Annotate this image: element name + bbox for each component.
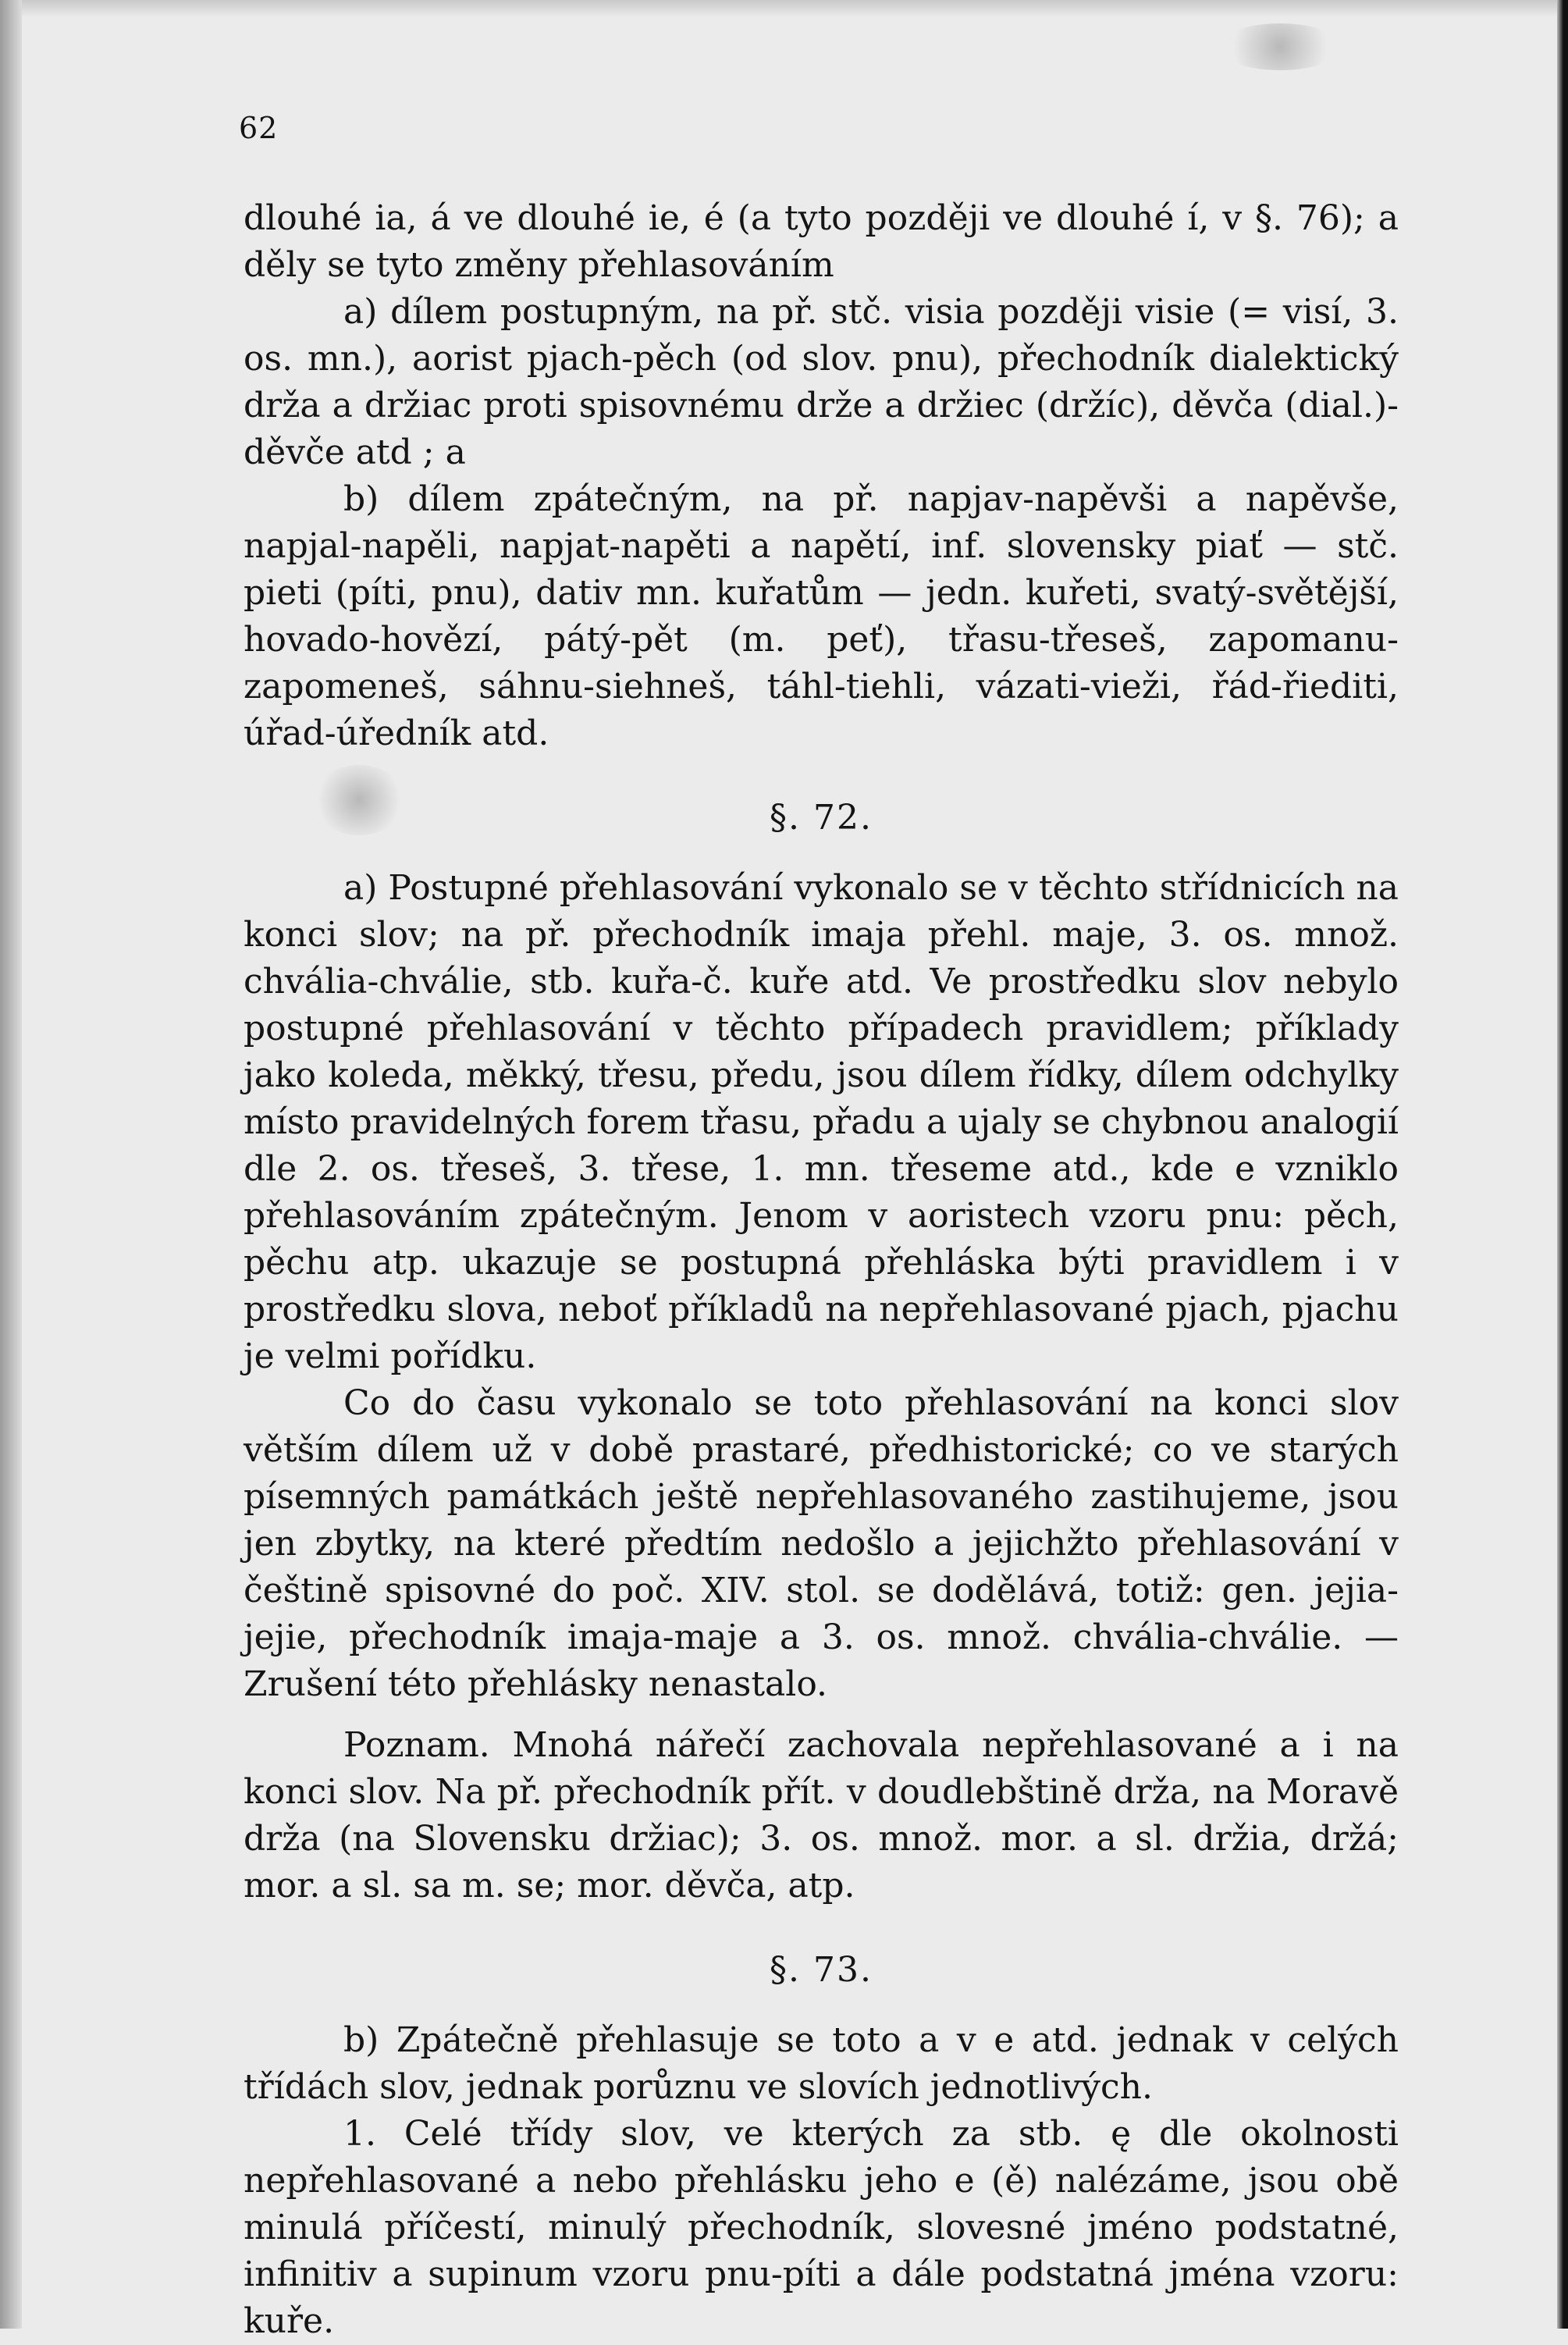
scan-border-left bbox=[0, 0, 22, 2329]
paragraph-zpatecne: b) Zpátečně přehlasuje se toto a v e atd. jednak v celých třídách slov, jednak porůznu ve slovích jednotlivých. bbox=[244, 2020, 1399, 2107]
paragraph-continuation: dlouhé ia, á ve dlouhé ie, é (a tyto později ve dlouhé í, v §. 76); a děly se tyto změny přehlasováním bbox=[244, 198, 1399, 285]
paragraph-point-a: a) dílem postupným, na př. stč. visia později visie (= visí, 3. os. mn.), aorist pjach-pěch (od slov. pnu), přechodník dialektický drža a držiac proti spisovnému drže a držiec (držíc), děvča (dial.)-děvče atd ; a bbox=[244, 292, 1399, 472]
scan-smudge bbox=[1218, 23, 1342, 70]
text-column bbox=[244, 195, 1399, 2345]
section-heading-73: §. 73. bbox=[770, 1950, 873, 1990]
paragraph-postupne: a) Postupné přehlasování vykonalo se v těchto střídnicích na konci slov; na př. přechodník imaja přehl. maje, 3. os. množ. chvália-chválie, stb. kuřa-č. kuře atd. Ve prostředku slov nebylo postupné přehlasování v těchto případech pravidlem; příklady jako koleda, měkký, třesu, předu, jsou dílem řídky, dílem odchylky místo pravidelných forem třasu, přadu a ujaly se chybnou analogií dle 2. os. třeseš, 3. třese, 1. mn. třeseme atd., kde e vzniklo přehlasováním zpátečným. Jenom v aoristech vzoru pnu: pěch, pěchu atp. ukazuje se postupná přehláska býti pravidlem i v prostředku slova, neboť příkladů na nepřehlasované pjach, pjachu je velmi pořídku. bbox=[244, 868, 1399, 1376]
paragraph-co-do-casu: Co do času vykonalo se toto přehlasování na konci slov větším dílem už v době prastaré, předhistorické; co ve starých písemných památkách ještě nepřehlasovaného zastihujeme, jsou jen zbytky, na které předtím nedošlo a jejichžto přehlasování v češtině spisovné do poč. XIV. stol. se dodělává, totiž: gen. jejia-jejie, přechodník imaja-maje a 3. os. množ. chvália-chválie. — Zrušení této přehlásky nenastalo. bbox=[244, 1383, 1399, 1704]
section-heading-72: §. 72. bbox=[770, 798, 873, 838]
paragraph-cele-tridy: 1. Celé třídy slov, ve kterých za stb. ę dle okolnosti nepřehlasované a nebo přehlásku jeho e (ě) nalézáme, jsou obě minulá příčestí, minulý přechodník, slovesné jméno podstatné, infinitiv a supinum vzoru pnu-píti a dále podstatná jména vzoru: kuře. bbox=[244, 2114, 1399, 2341]
scan-border-right bbox=[1557, 0, 1568, 2329]
scan-border-top bbox=[0, 0, 1568, 17]
paragraph-point-b: b) dílem zpátečným, na př. napjav-napěvši a napěvše, napjal-napěli, napjat-napěti a napětí, inf. slovensky piať — stč. pieti (píti, pnu), dativ mn. kuřatům — jedn. kuřeti, svatý-světější, hovado-hovězí, pátý-pět (m. peť), třasu-třeseš, zapomanu-zapomeneš, sáhnu-siehneš, táhl-tiehli, vázati-vieži, řád-řiediti, úřad-úředník atd. bbox=[244, 479, 1399, 753]
paragraph-poznamka: Poznam. Mnohá nářečí zachovala nepřehlasované a i na konci slov. Na př. přechodník přít. v doudlebštině drža, na Moravě drža (na Slovensku držiac); 3. os. množ. mor. a sl. držia, držá; mor. a sl. sa m. se; mor. děvča, atp. bbox=[244, 1725, 1399, 1906]
page-number: 62 bbox=[239, 111, 279, 145]
